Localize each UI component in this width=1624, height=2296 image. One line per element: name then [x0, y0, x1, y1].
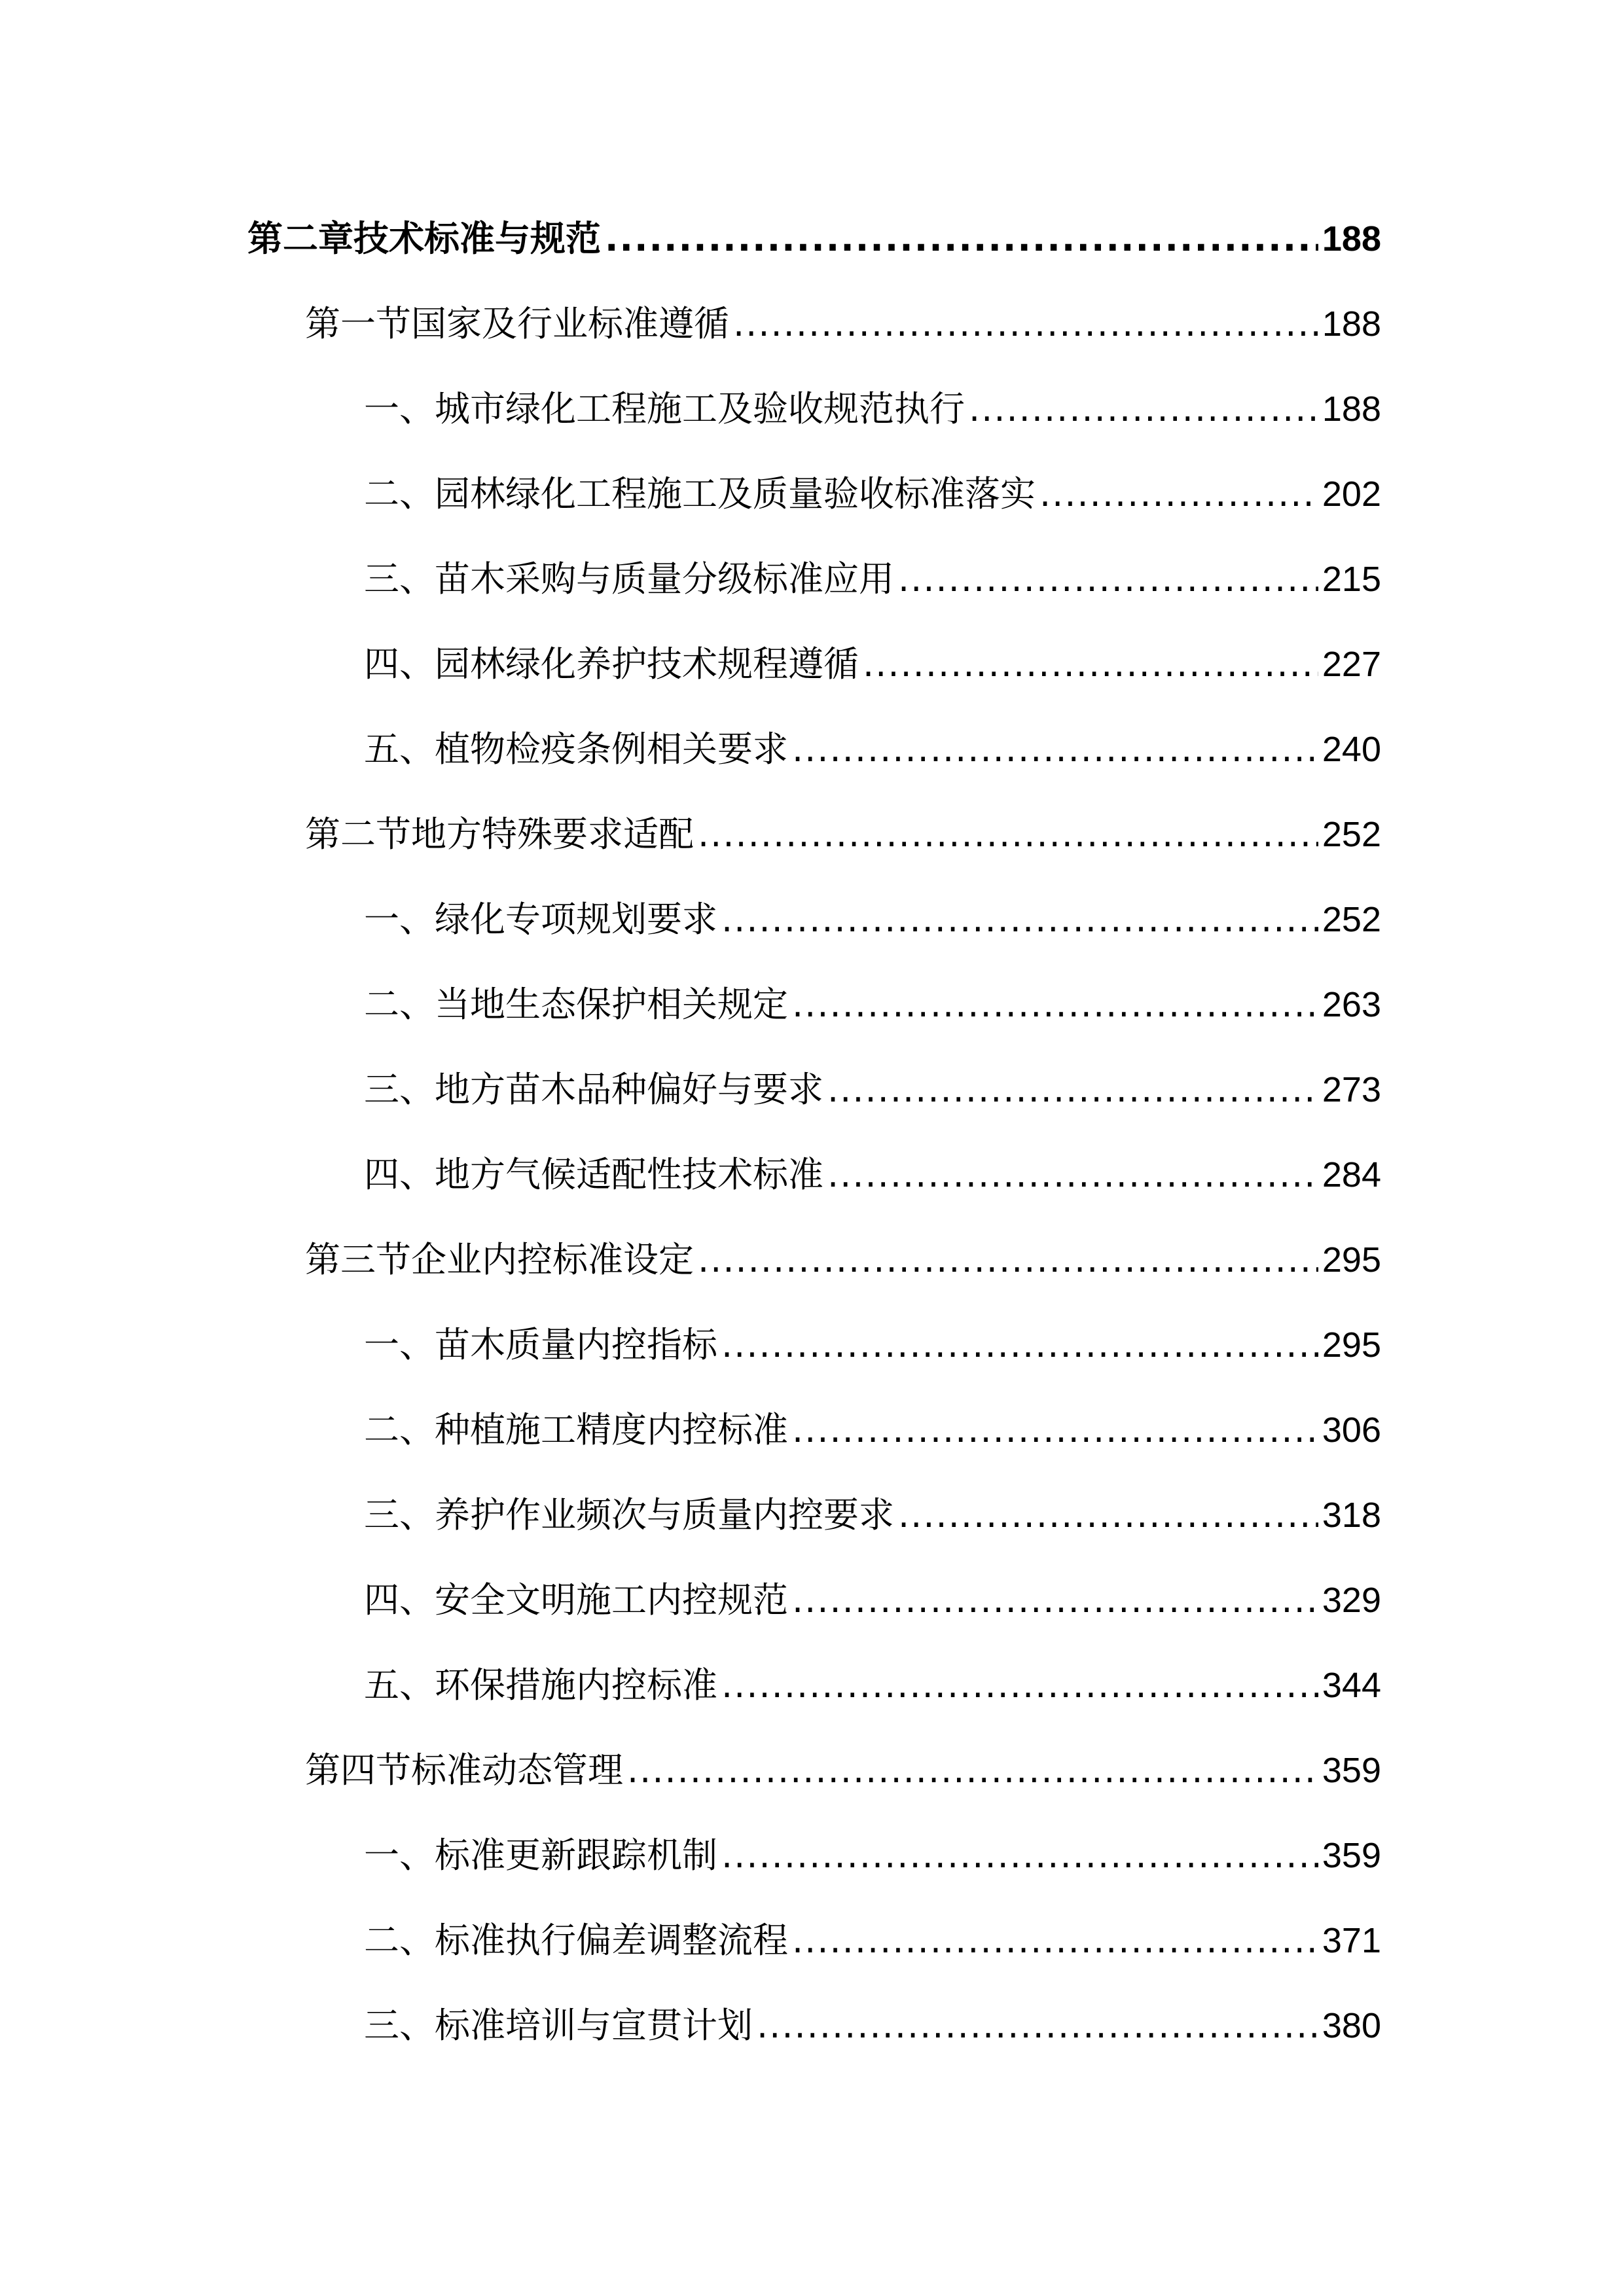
toc-entry-section-1[interactable] — [305, 295, 1381, 353]
toc-dot-leader — [698, 1230, 1318, 1289]
toc-dot-leader — [721, 1316, 1318, 1374]
toc-entry-item[interactable] — [364, 1911, 1381, 1970]
toc-entry-page: 188 — [1322, 389, 1381, 429]
toc-dot-leader — [1039, 465, 1318, 524]
toc-dot-leader — [733, 295, 1318, 353]
toc-entry-title: 三、地方苗木品种偏好与要求 — [364, 1069, 823, 1110]
toc-entry-page: 380 — [1322, 2006, 1381, 2045]
toc-dot-leader — [757, 1996, 1318, 2055]
toc-entry-item[interactable] — [364, 720, 1381, 779]
toc-dot-leader — [721, 1656, 1318, 1715]
toc-entry-page: 329 — [1322, 1581, 1381, 1620]
toc-entry-title: 五、环保措施内控标准 — [364, 1664, 717, 1706]
toc-dot-leader — [898, 1486, 1318, 1545]
toc-entry-page: 263 — [1322, 985, 1381, 1024]
toc-entry-item[interactable] — [364, 1486, 1381, 1545]
toc-entry-item[interactable] — [364, 890, 1381, 949]
toc-dot-leader — [605, 209, 1318, 268]
toc-entry-page: 295 — [1322, 1325, 1381, 1365]
toc-entry-title: 一、绿化专项规划要求 — [364, 899, 717, 940]
toc-dot-leader — [721, 890, 1318, 949]
toc-entry-title: 三、养护作业频次与质量内控要求 — [364, 1494, 894, 1535]
toc-entry-page: 359 — [1322, 1836, 1381, 1875]
toc-entry-page: 306 — [1322, 1410, 1381, 1450]
toc-entry-title: 一、城市绿化工程施工及验收规范执行 — [364, 388, 965, 429]
toc-dot-leader — [863, 635, 1318, 694]
toc-dot-leader — [792, 975, 1318, 1034]
toc-entry-title: 第二章技术标准与规范 — [247, 218, 601, 259]
toc-entry-page: 371 — [1322, 1921, 1381, 1960]
toc-entry-title: 四、地方气候适配性技术标准 — [364, 1154, 823, 1195]
toc-entry-item[interactable] — [364, 1060, 1381, 1119]
toc-entry-item[interactable] — [364, 975, 1381, 1034]
toc-entry-title: 四、安全文明施工内控规范 — [364, 1579, 788, 1621]
toc-entry-page: 188 — [1322, 219, 1381, 259]
toc-entry-title: 二、种植施工精度内控标准 — [364, 1409, 788, 1450]
toc-entry-page: 188 — [1322, 304, 1381, 344]
toc-dot-leader — [827, 1145, 1318, 1204]
toc-entry-page: 215 — [1322, 560, 1381, 599]
toc-entry-title: 一、标准更新跟踪机制 — [364, 1835, 717, 1876]
toc-entry-title: 二、当地生态保护相关规定 — [364, 984, 788, 1025]
toc-entry-section-2[interactable] — [305, 805, 1381, 864]
toc-entry-item[interactable] — [364, 1571, 1381, 1630]
toc-entry-page: 284 — [1322, 1155, 1381, 1194]
toc-entry-chapter-2[interactable] — [247, 209, 1381, 268]
toc-entry-page: 240 — [1322, 730, 1381, 769]
toc-dot-leader — [827, 1060, 1318, 1119]
toc-dot-leader — [792, 720, 1318, 779]
toc-entry-item[interactable] — [364, 550, 1381, 609]
toc-entry-title: 二、园林绿化工程施工及质量验收标准落实 — [364, 473, 1036, 514]
toc-entry-title: 三、苗木采购与质量分级标准应用 — [364, 558, 894, 600]
toc-entry-title: 第三节企业内控标准设定 — [305, 1239, 694, 1280]
toc-entry-item[interactable] — [364, 1401, 1381, 1460]
toc-entry-title: 第四节标准动态管理 — [305, 1749, 623, 1791]
toc-dot-leader — [792, 1401, 1318, 1460]
toc-entry-title: 四、园林绿化养护技术规程遵循 — [364, 643, 859, 685]
toc-entry-page: 273 — [1322, 1070, 1381, 1109]
toc-entry-item[interactable] — [364, 1826, 1381, 1885]
toc-entry-page: 252 — [1322, 815, 1381, 854]
toc-entry-item[interactable] — [364, 1316, 1381, 1374]
toc-dot-leader — [792, 1911, 1318, 1970]
toc-entry-item[interactable] — [364, 380, 1381, 439]
toc-entry-title: 第二节地方特殊要求适配 — [305, 814, 694, 855]
toc-entry-title: 二、标准执行偏差调整流程 — [364, 1920, 788, 1961]
toc-entry-title: 五、植物检疫条例相关要求 — [364, 728, 788, 770]
toc-entry-title: 第一节国家及行业标准遵循 — [305, 303, 729, 344]
toc-dot-leader — [792, 1571, 1318, 1630]
toc-dot-leader — [627, 1741, 1318, 1800]
toc-entry-page: 252 — [1322, 900, 1381, 939]
toc-entry-section-3[interactable] — [305, 1230, 1381, 1289]
toc-entry-section-4[interactable] — [305, 1741, 1381, 1800]
toc-entry-title: 三、标准培训与宣贯计划 — [364, 2005, 753, 2046]
toc-entry-title: 一、苗木质量内控指标 — [364, 1324, 717, 1365]
toc-dot-leader — [721, 1826, 1318, 1885]
toc-dot-leader — [898, 550, 1318, 609]
toc-entry-item[interactable] — [364, 1145, 1381, 1204]
toc-entry-page: 359 — [1322, 1751, 1381, 1790]
toc-entry-page: 318 — [1322, 1496, 1381, 1535]
toc-entry-page: 344 — [1322, 1666, 1381, 1705]
toc-entry-item[interactable] — [364, 635, 1381, 694]
toc-entry-item[interactable] — [364, 1996, 1381, 2055]
toc-entry-page: 202 — [1322, 475, 1381, 514]
toc-entry-page: 295 — [1322, 1240, 1381, 1280]
toc-dot-leader — [698, 805, 1318, 864]
toc-entry-page: 227 — [1322, 645, 1381, 684]
toc-entry-item[interactable] — [364, 465, 1381, 524]
toc-dot-leader — [969, 380, 1318, 439]
toc-entry-item[interactable] — [364, 1656, 1381, 1715]
